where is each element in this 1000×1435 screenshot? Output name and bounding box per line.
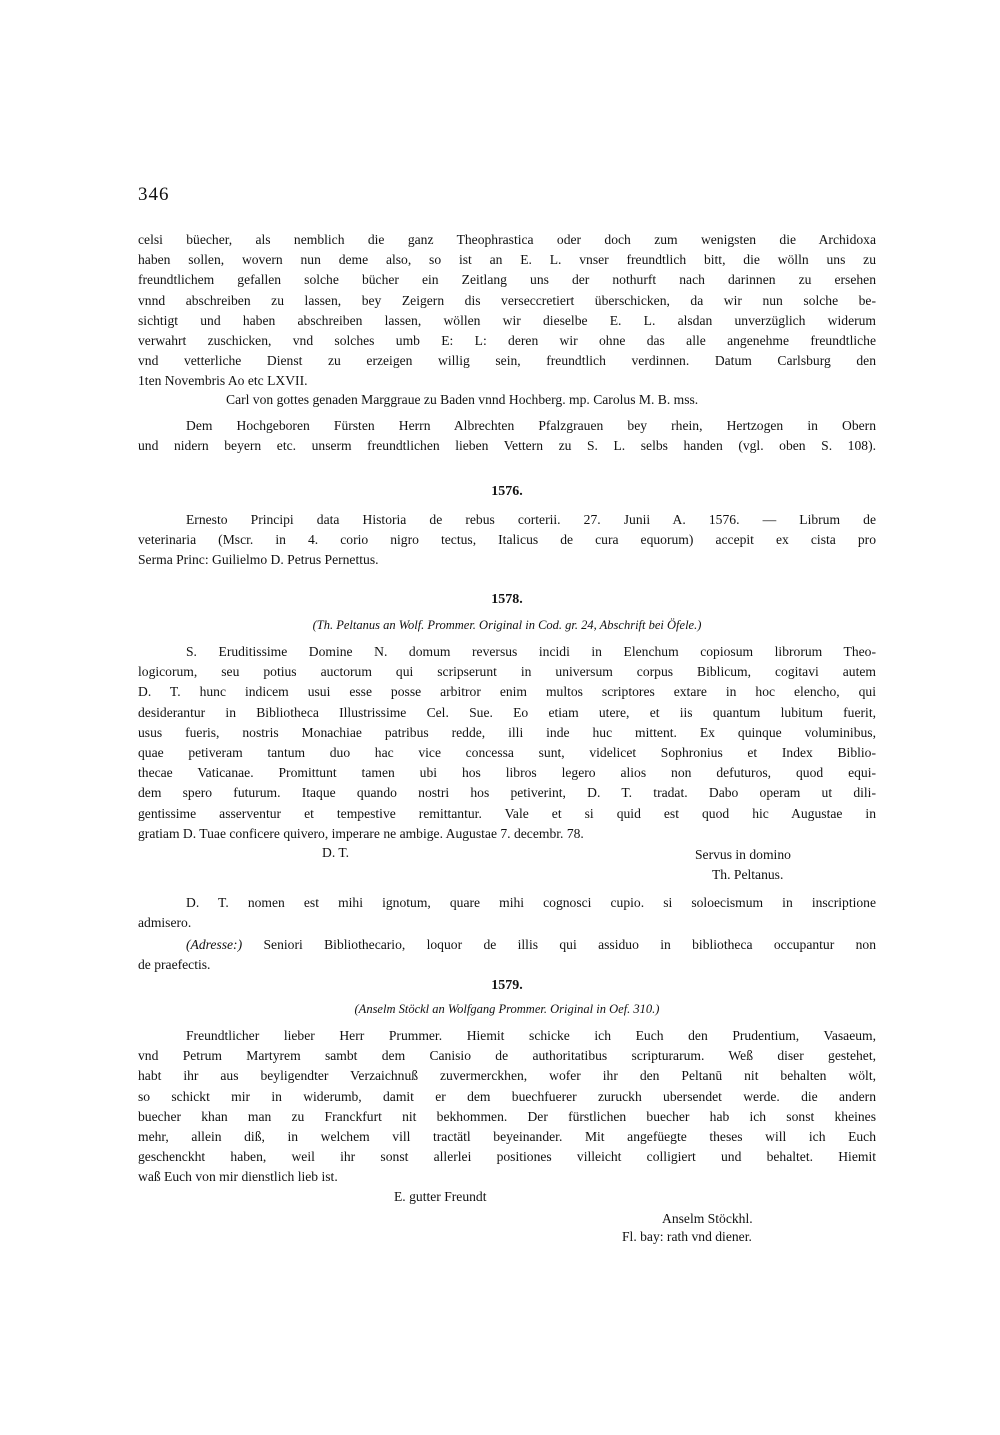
text-line: gentissime asserventur et tempestive remittantur. Vale et si quid est quod hic Augustae in bbox=[138, 805, 876, 821]
text-line: so schickt mir in widerumb, damit er dem buechfuerer zuruckh ubersendet werde. die andern bbox=[138, 1088, 876, 1104]
text-line: vnnd abschreiben zu lassen, bey Zeigern dis verseccretiert überschicken, da wir nun solche be- bbox=[138, 292, 876, 308]
text-line: veterinaria (Mscr. in 4. corio nigro tectus, Italicus de cura equorum) accepit ex cista pro bbox=[138, 532, 876, 548]
dateline: 1ten Novembris Ao etc LXVII. bbox=[138, 373, 308, 389]
text-line: geschenckht haben, weil ihr sonst allerlei positiones villeicht colligiert und behaltet. Hiemit bbox=[138, 1149, 876, 1165]
text-line: haben sollen, wovern nun deme also, so ist an E. L. vnser freundtlich bitt, die wölln uns zu bbox=[138, 252, 876, 268]
address-text: Seniori Bibliothecario, loquor de illis qui assiduo in bibliotheca occupantur non bbox=[263, 937, 876, 952]
text-line: quae petiveram tantum duo hac vice concessa sunt, videlicet Sophronius et Index Biblio- bbox=[138, 745, 876, 761]
text-line: D. T. hunc indicem usui esse posse arbitror enim multos scriptores extare in hoc elencho, qui bbox=[138, 684, 876, 700]
signature-title: Fl. bay: rath vnd diener. bbox=[622, 1229, 752, 1244]
text-line: celsi büecher, als nemblich die ganz Theophrastica oder doch zum wenigsten die Archidoxa bbox=[138, 232, 876, 247]
text-line: vnd vetterliche Dienst zu erzeigen willig sein, freundtlich verdinnen. Datum Carlsburg den bbox=[138, 353, 876, 369]
entry-1579-body bbox=[138, 1026, 876, 1188]
text-line: vnd Petrum Martyrem sambt dem Canisio de authoritatibus scripturarum. Weß diser gestehet, bbox=[138, 1048, 876, 1064]
text-line: sichtigt und haben abschreiben lassen, wöllen wir dieselbe E. L. alsdan unverzüglich widerum bbox=[138, 312, 876, 328]
text-line: thecae Vaticanae. Promittunt tamen ubi hos libros legero alios non defuturos, quod equi- bbox=[138, 765, 876, 781]
text-line: Dem Hochgeboren Fürsten Herrn Albrechten Pfalzgrauen bey rhein, Hertzogen in Obern bbox=[186, 418, 876, 433]
entry-1578-body bbox=[138, 642, 876, 844]
page-number: 346 bbox=[138, 184, 170, 205]
text-line: mehr, allein diß, in welchem vill tractätl beyeinander. Mit angefüegte theses will ich Euch bbox=[138, 1129, 876, 1145]
text-line: gratiam D. Tuae conficere quivero, imperare ne ambige. Augustae 7. decembr. 78. bbox=[138, 825, 584, 841]
text-line: buecher khan man zu Franckfurt nit bekhommen. Der fürstlichen buecher hab ich sonst kheines bbox=[138, 1108, 876, 1124]
text-line: freundtlichem gefallen solche bücher ein Zeitlang uns der nothurft nach darinnen zu ersehen bbox=[138, 272, 876, 288]
text-line: verwahrt zuschicken, vnd solches umb E: L: deren wir ohne das alle angenehme freundtliche bbox=[138, 333, 876, 349]
letter-1567-signature: Carl von gottes genaden Marggraue zu Baden vnnd Hochberg. mp. Carolus M. B. mss. bbox=[226, 392, 699, 407]
text-line: logicorum, seu potius auctorum qui scripserunt in universum corpus Biblicum, cogitavi autem bbox=[138, 664, 876, 680]
text-line: und nidern beyern etc. unserm freundtlichen lieben Vettern zu S. L. selbs handen (vgl. oben S. 108). bbox=[138, 438, 876, 454]
entry-1578-address bbox=[138, 935, 876, 975]
year-heading-1576: 1576. bbox=[491, 484, 523, 499]
closing-greeting: E. gutter Freundt bbox=[394, 1189, 487, 1204]
year-heading-1578: 1578. bbox=[491, 592, 523, 607]
text-line: Freundtlicher lieber Herr Prummer. Hiemit schicke ich Euch den Prudentium, Vasaeum, bbox=[186, 1028, 876, 1043]
text-line: D. T. nomen est mihi ignotum, quare mihi cognosci cupio. si soloecismum in inscriptione bbox=[186, 895, 876, 910]
entry-1579-source: (Anselm Stöckl an Wolfgang Prommer. Original in Oef. 310.) bbox=[354, 1002, 660, 1016]
signature-name: Anselm Stöckhl. bbox=[662, 1211, 753, 1226]
text-line: Ernesto Principi data Historia de rebus corterii. 27. Junii A. 1576. — Librum de bbox=[186, 512, 876, 527]
text-line: usus fueris, nostris Monachiae patribus redde, illi inde huc mittent. Ex quinque voluminibus, bbox=[138, 724, 876, 740]
address-label: (Adresse:) bbox=[186, 937, 243, 952]
letter-1567-address bbox=[138, 416, 876, 456]
entry-1576-body bbox=[138, 510, 876, 571]
text-line: S. Eruditissime Domine N. domum reversus incidi in Elenchum copiosum librorum Theo- bbox=[186, 644, 876, 659]
text-line: Serma Princ: Guilielmo D. Petrus Pernettus. bbox=[138, 552, 379, 568]
letter-1567-body bbox=[138, 230, 876, 392]
text-line: de praefectis. bbox=[138, 957, 211, 973]
closing-right-1: Servus in domino bbox=[695, 847, 791, 862]
text-line: waß Euch von mir dienstlich lieb ist. bbox=[138, 1169, 338, 1185]
entry-1578-source: (Th. Peltanus an Wolf. Prommer. Original in Cod. gr. 24, Abschrift bei Öfele.) bbox=[312, 618, 702, 632]
closing-right-2: Th. Peltanus. bbox=[712, 867, 784, 882]
text-line bbox=[138, 935, 876, 955]
text-line: admisero. bbox=[138, 915, 192, 931]
text-line: desiderantur in Bibliotheca Illustrissime Cel. Sue. Eo etiam utere, et iis quantum lubitum fuerit, bbox=[138, 704, 876, 720]
text-line: habt ihr aus beyligendter Verzaichnuß zuvermerckhen, wofer ihr den Peltanū nit behalten wölt, bbox=[138, 1068, 876, 1084]
text-line: dem spero futurum. Itaque quando nostri hos petiverint, D. T. tradat. Dabo operam ut dili- bbox=[138, 785, 876, 801]
entry-1578-note bbox=[138, 893, 876, 933]
year-heading-1579: 1579. bbox=[491, 978, 523, 993]
closing-left: D. T. bbox=[322, 845, 350, 860]
